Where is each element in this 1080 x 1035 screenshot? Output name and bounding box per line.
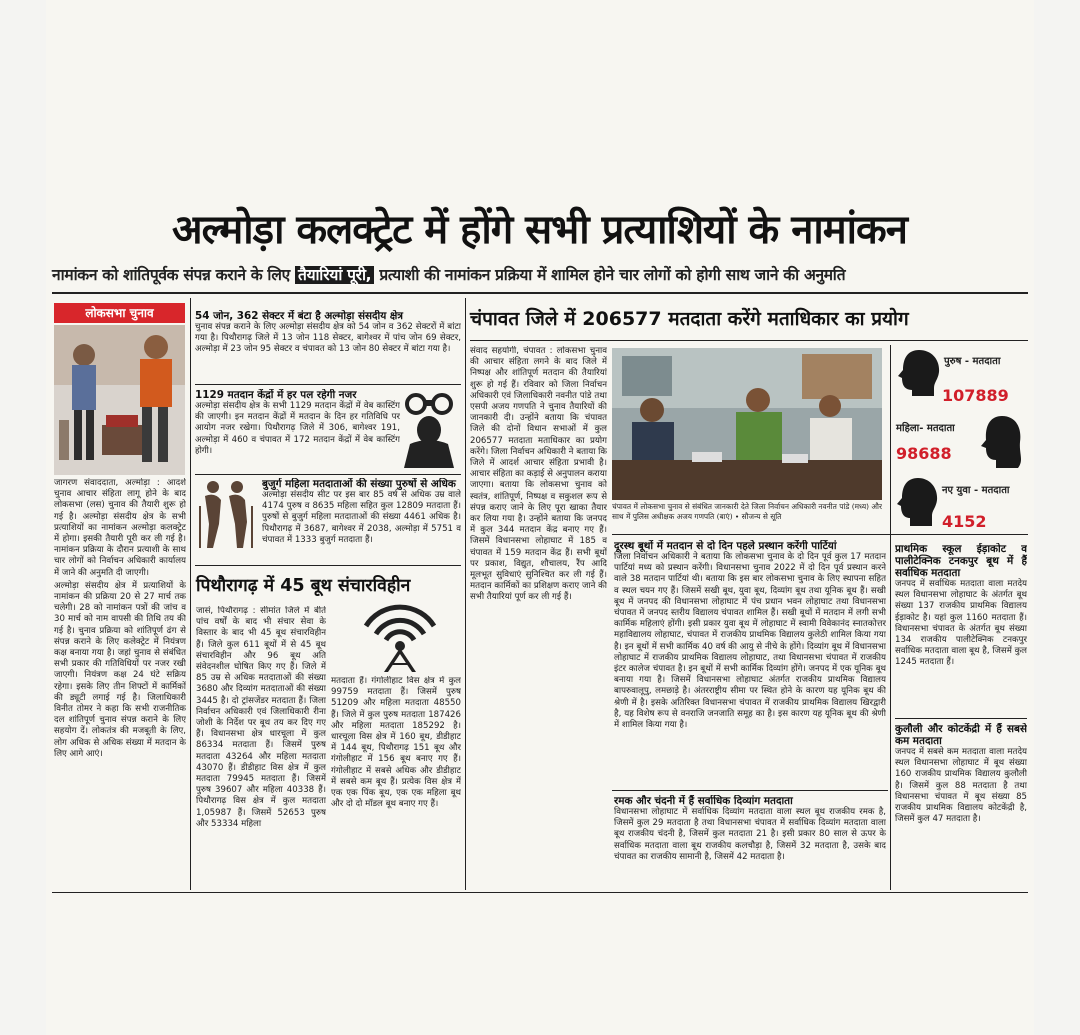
cartoon-illustration [54, 325, 185, 475]
pithoragarh-title: पिथौरागढ़ में 45 बूथ संचारविहीन [196, 576, 411, 596]
divyang-box [614, 795, 886, 887]
press-meet-photo [612, 348, 882, 500]
column-rule-1 [190, 298, 191, 890]
column-rule-2 [465, 298, 466, 890]
sectors-body: चुनाव संपन्न कराने के लिए अल्मोड़ा संसदीय क्षेत्र को 54 जोन व 362 सेक्टरों में बांटा गया है। पिथौरागढ़ जिले में 13 जोन 118 सेक्टर, बागेश्वर में पांच जोन 69 सेक्टर, अल्मोड़ा में 23 जोन 95 सेक्टर व चंपावत को 13 जोन 80 सेक्टर में बांटा गया है। [195, 322, 461, 355]
left-article [54, 478, 186, 888]
headline: अल्मोड़ा कलक्ट्रेट में होंगे सभी प्रत्याशियों के नामांकन [172, 207, 907, 253]
remote-booths-title: दूरस्थ बूथों में मतदान से दो दिन पहले प्रस्थान करेंगी पार्टियां [614, 540, 837, 552]
column-rule-3 [890, 345, 891, 890]
min-voters-body: जनपद में सबसे कम मतदाता वाला मतदेय स्थल विधानसभा लोहाघाट में बूथ संख्या 160 राजकीय प्राथमिक विद्यालय कुलौली है। जिसमें कुल 88 मतदाता है तथा विधानसभा चंपावत में बूथ संख्या 85 राजकीय प्राथमिक विद्यालय कोटकेंद्री है, जिसमें कुल 47 मतदाता है। [895, 747, 1027, 825]
champawat-title: चंपावत जिले में 206577 मतदाता करेंगे मताधिकार का प्रयोग [470, 308, 909, 330]
sectors-title: 54 जोन, 362 सेक्टर में बंटा है अल्मोड़ा संसदीय क्षेत्र [195, 310, 404, 322]
max-voters-title: प्राथमिक स्कूल ईड़ाकोट व पालीटेक्निक टनकपुर बूथ में हैं सर्वाधिक मतदाता [895, 543, 1027, 579]
box-divider-5 [895, 718, 1027, 719]
remote-booths-body: जिला निर्वाचन अधिकारी ने बताया कि लोकसभा चुनाव के दो दिन पूर्व कुल 17 मतदान पार्टियां मध्य को प्रस्थान करेंगी। विधानसभा चुनाव 2022 में दो दिन पूर्व प्रस्थान करने वाले 38 मतदान पार्टियां थी। बताया कि इस बार लोकसभा चुनाव के लिए स्थापना सहित व स्थल चयन गए हैं। जिसमें सखी बूथ, युवा बूथ, दिव्यांग बूथ तथा यूनिक बूथ हैं। सखी बूथ में जनपद की विधानसभा लोहाघाट में पंच प्रधान भवन लोहाघाट तथा विधानसभा चंपावत में जनपद स्तरीय विद्यालय चंपावत शामिल हैं। सखी बूथों में मतदान में लगी सभी कार्मिक महिलाएं होंगी। इसी प्रकार युवा बूथ में लोहाघाट में स्वामी विवेकानंद स्नातकोत्तर महाविद्यालय लोहाघाट, चंपावत में राजकीय प्राथमिक विद्यालय कुलेठी शामिल किया गया है। इन बूथों में सभी कार्मिक 40 वर्ष की आयु से नीचे के होंगे। दिव्यांग बूथ में विधानसभा लोहाघाट में राजकीय प्राथमिक विद्यालय लोहाघाट, तथा विधानसभा चंपावत में राजकीय इंटर कालेज चंपावत है। इन बूथों में सभी कार्मिक दिव्यांग होंगे। जनपद में एक यूनिक बूथ बनाया गया है। जिसमें विधानसभा लोहाघाट अंतर्गत राजकीय प्राथमिक विद्यालय बापरुवालूपु, लमछाड़े है। अंतरराष्ट्रीय सीमा पर स्थित होने के कारण यह यूनिक बूथ की श्रेणी में है। इसके अतिरिक्त विधानसभा चंपावत में राजकीय प्राथमिक विद्यालय खिरद्वारी है, यह विशेष रूप से वनराजि जनजाति समूह का है। इस कारण यह यूनिक बूथ की श्रेणी में शामिल किया गया है। [614, 552, 886, 731]
stat-youth-value: 4152 [942, 512, 987, 531]
stat-female-value: 98688 [896, 444, 952, 463]
webcasting-title: 1129 मतदान केंद्रों में हर पल रहेगी नजर [195, 389, 357, 401]
max-voters-box [895, 543, 1027, 715]
section-tag: लोकसभा चुनाव [54, 303, 185, 323]
subheadline [52, 263, 1030, 285]
pithoragarh-col-2: मतदाता हैं। गंगोलीहाट विस क्षेत्र में कुल 99759 मतदाता हैं। जिसमें पुरुष 51209 और महिला मतदाता 48550 हैं। जिले में कुल पुरुष मतदाता 187426 और महिला मतदाता 185292 है। धारचूला विस क्षेत्र में 160 बूथ, डीडीहाट में 144 बूथ, पिथौरागढ़ 151 बूथ और गंगोलीहाट में 156 बूथ बनाए गए हैं। गंगोलीहाट में सबसे अधिक और डीडीहाट में सबसे कम बूथ हैं। प्रत्येक विस क्षेत्र में एक एक पिंक बूथ, एक एक महिला बूथ और दो दो मॉडल बूथ बनाए गए हैं। [331, 676, 461, 810]
binoculars-icon [396, 390, 462, 472]
champawat-col-1: संवाद सहयोगी, चंपावत : लोकसभा चुनाव की आचार संहिता लगने के बाद जिले में निष्पक्ष और शांतिपूर्ण मतदान की तैयारियां शुरू हो गई हैं। रविवार को जिला निर्वाचन अधिकारी एवं जिलाधिकारी नवनीत पांडे तथा एसपी अजय गणपति ने चुनाव तैयारियों की जानकारी दी। उन्होंने बताया कि चंपावत जिले की दोनों विधान सभाओं में कुल 206577 मतदाता मताधिकार का प्रयोग करेंगे। जिला निर्वाचन अधिकारी ने बताया कि जिले में आदर्श आचार संहिता प्रभावी है। आचार संहिता का कड़ाई से अनुपालन कराया जाएगा। बताया कि लोकसभा चुनाव को स्वतंत्र, शांतिपूर्ण, निष्पक्ष व सकुशल रूप से संपन्न कराए जाने के लिए पूरा खाका तैयार कर लिया गया है। उन्होंने बताया कि जनपद में कुल 344 मतदान केंद्र बनाए गए हैं। जिसमें विधानसभा लोहाघाट में 185 व चंपावत में 159 मतदान केंद्र हैं। सभी बूथों पर प्रकाश, विद्युत, शौचालय, रैंप आदि मूलभूत सुविधाएं सुनिश्चित कर ली गई हैं। मतदान कार्मिकों का प्रशिक्षण कराए जाने की सभी तैयारियां पूर्ण कर ली गई हैं। [470, 346, 607, 603]
min-voters-title: कुलौली और कोटकेंद्री में हैं सबसे कम मतदाता [895, 723, 1027, 747]
youth-head-icon [896, 476, 940, 532]
subheadline-start: नामांकन को शांतिपूर्वक संपन्न कराने के लिए [52, 266, 290, 284]
divyang-title: रमक और चंदनी में हैं सर्वाधिक दिव्यांग मतदाता [614, 795, 793, 807]
champawat-mid-rule [612, 534, 1028, 535]
sectors-box [195, 310, 461, 382]
stat-female-label: महिला- मतदाता [896, 423, 955, 434]
divyang-body: विधानसभा लोहाघाट में सर्वाधिक दिव्यांग मतदाता वाला स्थल बूथ राजकीय रमक है, जिसमें कुल 29 मतदाता है तथा विधानसभा चंपावत में सर्वाधिक दिव्यांग मतदाता वाला बूथ राजकीय चंदनी है, जिसमें कुल मतदाता 21 है। इसी प्रकार 80 साल से ऊपर के सर्वाधिक मतदाता वाला बूथ राजकीय कलचौड़ा है, जिसमें 32 मतदाता है, उसके बाद चंपावत का राजकीय सामानी है, जिसमें 42 मतदाता है। [614, 807, 886, 862]
elderly-body: अल्मोड़ा संसदीय सीट पर इस बार 85 वर्ष से अधिक उम्र वाले 4174 पुरुष व 8635 महिला सहित कुल 12809 मतदाता हैं। पुरुषों से बुजुर्ग महिला मतदाताओं की संख्या 4461 अधिक है। पिथौरागढ़ में 3687, बागेश्वर में 2038, अल्मोड़ा में 5751 व चंपावत में 1333 बुजुर्ग मतदाता हैं। [262, 490, 461, 545]
male-head-icon [896, 348, 942, 402]
champawat-rule [470, 340, 1028, 341]
left-article-para-2: अल्मोड़ा संसदीय क्षेत्र में प्रत्याशियों के नामांकन की प्रक्रिया 20 से 27 मार्च तक चलेगी। 28 को नामांकन पत्रों की जांच व 30 मार्च को नाम वापसी की तिथि तय की गई है। चुनाव प्रक्रिया को शांतिपूर्ण ढंग से संपन्न कराने के लिए कलेक्ट्रेट में नियंत्रण कक्ष बनाया गया है। जहां चुनाव से संबंधित सभी प्रकार की गतिविधियों पर नजर रखी जाएगी। नियंत्रण कक्ष 24 घंटे सक्रिय रहेगा। इसके लिए तीन शिफ्टों में कार्मिकों की ड्यूटी लगाई गई है। जिलाधिकारी विनीत तोमर ने कहा कि सभी राजनीतिक दल शांतिपूर्ण चुनाव संपन्न कराने के लिए सहयोग दें। लोकतंत्र की मजबूती के लिए, लोग अधिक से अधिक संख्या में मतदान के लिए आगे आएं। [54, 580, 186, 759]
subheadline-end: प्रत्याशी की नामांकन प्रक्रिया में शामिल होने चार लोगों को होगी साथ जाने की अनुमति [379, 266, 846, 284]
remote-booths-box [614, 540, 886, 786]
subheadline-highlight: तैयारियां पूरी, [295, 266, 374, 284]
stat-youth-label: नए युवा - मतदाता [942, 485, 1010, 496]
bottom-rule [52, 892, 1028, 893]
elderly-box [262, 478, 461, 562]
max-voters-body: जनपद में सर्वाधिक मतदाता वाला मतदेय स्थल विधानसभा लोहाघाट के अंतर्गत बूथ संख्या 137 राजकीय प्राथमिक विद्यालय ईड़ाकोट है। यहां कुल 1160 मतदाता हैं। विधानसभा चंपावत के अंतर्गत बूथ संख्या 134 राजकीय पालीटेक्निक टनकपुर सर्वाधिक मतदाता वाला बूथ है, जिसमें कुल 1245 मतदाता हैं। [895, 579, 1027, 668]
webcasting-body: अल्मोड़ा संसदीय क्षेत्र के सभी 1129 मतदान केंद्रों में वेब कास्टिंग की जाएगी। इन मतदान केंद्रों में मतदान के दिन हर गतिविधि पर आयोग नजर रखेगा। पिथौरागढ़ जिले में 306, बागेश्वर 191, अल्मोड़ा में 460 व चंपावत में 172 मतदान केंद्रों में वेब कास्टिंग होगी। [195, 401, 400, 456]
box-divider-4 [612, 790, 888, 791]
left-article-para-1: जागरण संवाददाता, अल्मोड़ा : आदर्श चुनाव आचार संहिता लागू होने के बाद लोकसभा (लस) चुनाव की तैयारी शुरू हो गई है। अल्मोड़ा संसदीय क्षेत्र के सभी प्रत्याशियों का नामांकन अल्मोड़ा कलक्ट्रेट में होगा। इसकी तैयारी पूरी कर ली गई है। नामांकन प्रक्रिया के दौरान प्रत्याशी के साथ चार लोगों को निर्वाचन अधिकारी कार्यालय में जाने की अनुमति दी जाएगी। [54, 478, 186, 578]
female-head-icon [978, 414, 1024, 474]
photo-caption: चंपावत में लोकसभा चुनाव से संबंधित जानकारी देते जिला निर्वाचन अधिकारी नवनीत पांडे (मध्य) और साथ में पुलिस अधीक्षक अजय गणपति (बाएं) • सौजन्य से सूति [612, 502, 882, 521]
pithoragarh-col-1: जासं, पिथौरागढ़ : सीमांत जिले में बीते पांच वर्षों के बाद भी संचार सेवा के विस्तार के बाद भी 45 बूथ संचारविहीन हैं। जिले कुल 611 बूथों में से 45 बूथ संचारविहीन और 96 बूथ अति संवेदनशील घोषित किए गए हैं। जिले में 85 उम्र से अधिक मतदाताओं की संख्या 3680 और दिव्यांग मतदाताओं की संख्या 3445 है। दो ट्रांसजेंडर मतदाता हैं। जिला निर्वाचन अधिकारी एवं जिलाधिकारी रीना जोशी के निर्देश पर बूथ तय कर दिए गए हैं। विधानसभा क्षेत्र धारचूला में कुल 86334 मतदाता हैं। जिसमें पुरुष मतदाता 43264 और महिला मतदाता 43070 हैं। डीडीहाट विस क्षेत्र में कुल मतदाता 79945 मतदाता हैं। जिसमें पुरुष 39607 और महिला 40338 हैं। पिथौरागढ़ विस क्षेत्र में कुल मतदाता 1,05987 हैं। जिसमें 52653 पुरुष और 53334 महिला [196, 606, 326, 829]
min-voters-box [895, 723, 1027, 887]
elderly-title: बुजुर्ग महिला मतदाताओं की संख्या पुरुषों से अधिक [262, 478, 456, 490]
elderly-couple-icon [195, 478, 257, 554]
top-rule [52, 292, 1028, 294]
stat-male-label: पुरुष - मतदाता [944, 356, 1001, 367]
box-divider-3 [195, 565, 461, 566]
box-divider-2 [195, 474, 461, 475]
box-divider-1 [195, 384, 461, 385]
webcasting-box [195, 389, 400, 471]
signal-tower-icon [340, 604, 460, 676]
stat-male-value: 107889 [942, 386, 1009, 405]
